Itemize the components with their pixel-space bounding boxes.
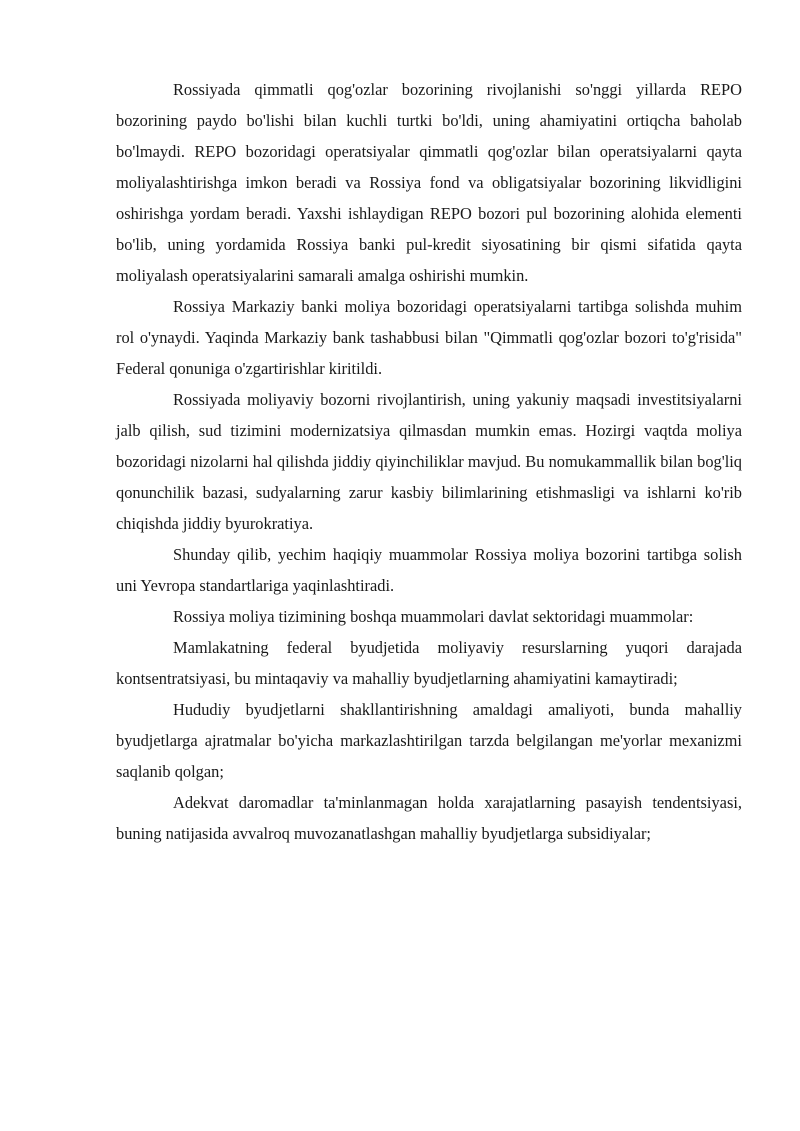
document-body xyxy=(116,74,742,849)
paragraph-federal-budget-concentration: Mamlakatning federal byudjetida moliyaviy resurslarning yuqori darajada kontsentratsiyasi, bu mintaqaviy va mahalliy byudjetlarning ahamiyatini kamaytiradi; xyxy=(116,638,742,688)
paragraph-public-sector-problems: Rossiya moliya tizimining boshqa muammolari davlat sektoridagi muammolar: xyxy=(173,607,694,626)
paragraph-central-bank: Rossiya Markaziy banki moliya bozoridagi operatsiyalarni tartibga solishda muhim rol o'ynaydi. Yaqinda Markaziy bank tashabbusi bilan "Qimmatli qog'ozlar bozori to'g'risida" Federal qonuniga o'zgartirishlar kiritildi. xyxy=(116,297,742,378)
paragraph-expenditure-trend: Adekvat daromadlar ta'minlanmagan holda xarajatlarning pasayish tendentsiyasi, buning natijasida avvalroq muvozanatlashgan mahalliy byudjetlarga subsidiyalar; xyxy=(116,793,742,843)
paragraph-regional-budgets: Hududiy byudjetlarni shakllantirishning amaldagi amaliyoti, bunda mahalliy byudjetlarga ajratmalar bo'yicha markazlashtirilgan tarzda belgilangan me'yorlar mexanizmi saqlanib qolgan; xyxy=(116,700,742,781)
paragraph-repo-market: Rossiyada qimmatli qog'ozlar bozorining rivojlanishi so'nggi yillarda REPO bozorining paydo bo'lishi bilan kuchli turtki bo'ldi, uning ahamiyatini ortiqcha baholab bo'lmaydi. REPO bozoridagi operatsiyalar qimmatli qog'ozlar bilan operatsiyalarni qayta moliyalashtirishga imkon beradi va Rossiya fond va obligatsiyalar bozorining likvidligini oshirishga yordam beradi. Yaxshi ishlaydigan REPO bozori pul bozorining alohida elementi bo'lib, uning yordamida Rossiya banki pul-kredit siyosatining bir qismi sifatida qayta moliyalash operatsiyalarini samarali amalga oshirishi mumkin. xyxy=(116,80,742,285)
paragraph-financial-market-development: Rossiyada moliyaviy bozorni rivojlantirish, uning yakuniy maqsadi investitsiyalarni jalb qilish, sud tizimini modernizatsiya qilmasdan mumkin emas. Hozirgi vaqtda moliya bozoridagi nizolarni hal qilishda jiddiy qiyinchiliklar mavjud. Bu nomukammallik bilan bog'liq qonunchilik bazasi, sudyalarning zarur kasbiy bilimlarining etishmasligi va ishlarni ko'rib chiqishda jiddiy byurokratiya. xyxy=(116,390,742,533)
paragraph-solution: Shunday qilib, yechim haqiqiy muammolar Rossiya moliya bozorini tartibga solish uni Yevropa standartlariga yaqinlashtiradi. xyxy=(116,545,742,595)
